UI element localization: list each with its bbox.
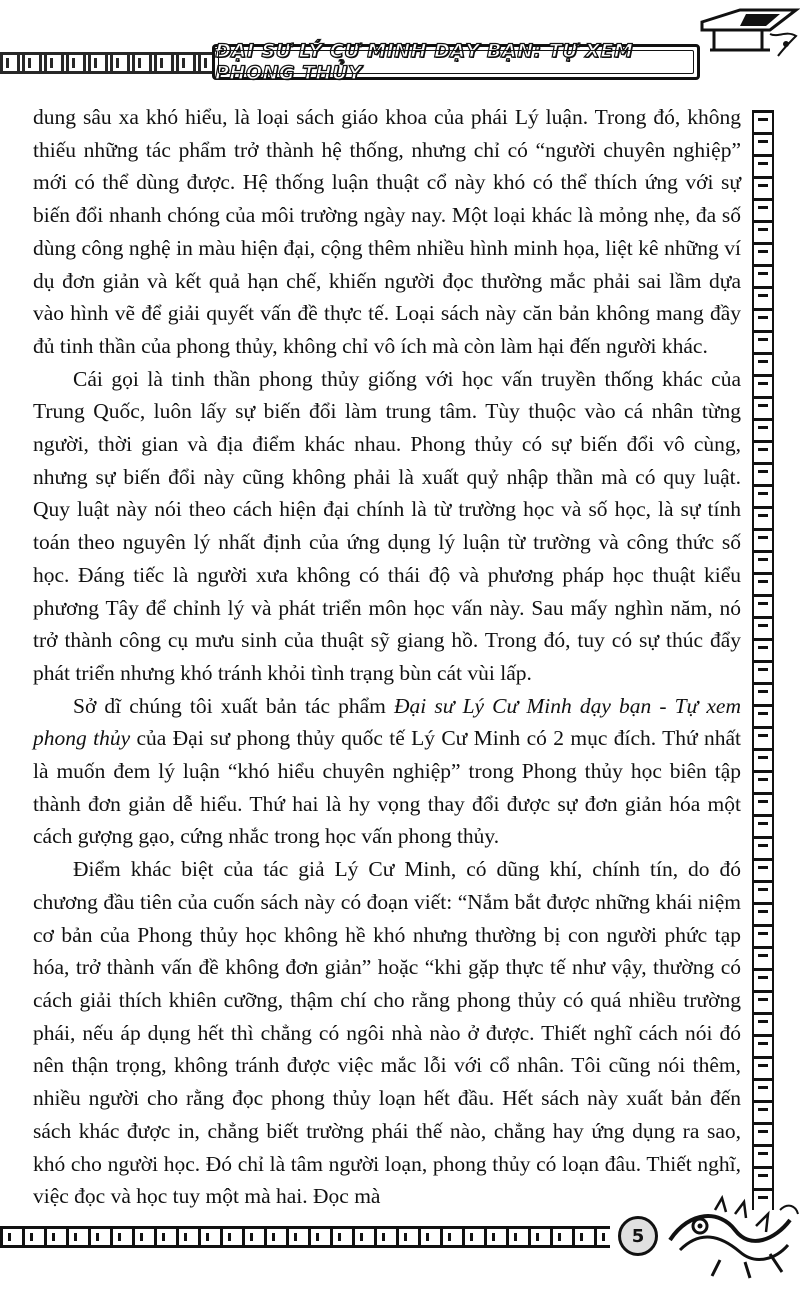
greek-key-border-right [752,110,774,1210]
page-header [0,40,800,84]
page-number-badge [618,1216,658,1256]
paragraph-2: Cái gọi là tinh thần phong thủy giống với học vấn truyền thống khác của Trung Quốc, luôn lấy sự biến đổi làm trung tâm. Tùy thuộc vào cá nhân từng người, thời gian và địa điểm khác nhau. Phong thủy có sự biến đổi vô cùng, nhưng sự biến đổi này cũng không phải là xuất quỷ nhập thần mà có quy luật. Quy luật này nói theo cách hiện đại chính là từ trường học và số học, là sự tính toán theo nguyên lý nhất định của ứng dụng lý luận từ trường và công thức số học. Đáng tiếc là người xưa không có thái độ và phương pháp học thuật kiểu phương Tây để chỉnh lý và phát triển môn học vấn này. Sau mấy nghìn năm, nó trở thành công cụ mưu sinh của thuật sỹ giang hồ. Trong đó, tuy có sự thúc đẩy phát triển nhưng khó tránh khỏi tình trạng bùn cát vùi lấp. [33,366,741,685]
paragraph-1: dung sâu xa khó hiểu, là loại sách giáo khoa của phái Lý luận. Trong đó, không thiếu những tác phẩm trở thành hệ thống, nhưng chỉ có “người chuyên nghiệp” mới có thể dùng được. Hệ thống luận thuật cổ này khó có thể thích ứng với sự biến đổi nhanh chóng của môi trường ngày nay. Một loại khác là mỏng nhẹ, đa số dùng công nghệ in màu hiện đại, cộng thêm nhiều hình minh họa, liệt kê những ví dụ đơn giản và kết quả hạn chế, khiến người đọc thường mắc phải sai lầm dựa vào hình vẽ để giải quyết vấn đề thực tế. Loại sách này căn bản không mang đầy đủ tinh thần của phong thủy, không chỉ vô ích mà còn làm hại đến người khác. [33,105,741,358]
greek-key-border-bottom [0,1226,610,1248]
paragraph-3-rest: của Đại sư phong thủy quốc tế Lý Cư Minh có 2 mục đích. Thứ nhất là muốn đem lý luận “khó hiểu chuyên nghiệp” trong Phong thủy học biên tập thành đơn giản dễ hiểu. Thứ hai là hy vọng thay đổi được sự đơn giản hóa một cách gượng gạo, cứng nhắc trong học vấn phong thủy. [33,726,741,849]
paragraph-3-lead: Sở dĩ chúng tôi xuất bản tác phẩm [73,693,395,718]
dragon-ornament-icon [660,1180,800,1280]
running-title: ĐẠI SƯ LÝ CƯ MINH DẠY BẠN: TỰ XEM PHONG THỦY [215,40,634,84]
paragraph-4: Điểm khác biệt của tác giả Lý Cư Minh, có dũng khí, chính tín, do đó chương đầu tiên của cuốn sách này có đoạn viết: “Nắm bắt được những khái niệm cơ bản của Phong thủy học không hề khó nhưng thường bị con người phức tạp hóa, trở thành vấn đề không đơn giản” hoặc “khi gặp thực tế như vậy, thường có cách giải thích khiên cưỡng, thậm chí cho rằng phong thủy có quá nhiều trường phái, nếu áp dụng hết thì chẳng có ngôi nhà nào ở được. Thiết nghĩ cách nói đó nên thận trọng, không tránh được việc mắc lỗi với cổ nhân. Tôi cũng nói thêm, nhiều người cho rằng đọc phong thủy loạn hết đầu. Hết sách này xuất bản đến sách khác được in, chẳng biết trường phái thế nào, chẳng hay ứng dụng ra sao, khó cho người học. Đó chỉ là tâm người loạn, phong thủy có loạn đâu. Thiết nghĩ, việc đọc và học tuy một mà hai. Đọc mà [33,857,741,1209]
page-body [33,101,741,1213]
page-number: 5 [631,1225,645,1247]
pavilion-roof-ornament-icon [700,0,800,60]
book-title-italic: Đại sư Lý Cư Minh dạy bạn - Tự xem phong thủy [33,693,741,751]
greek-key-border-top [0,52,215,74]
running-title-plate [212,40,700,84]
paragraph-3 [33,690,741,854]
